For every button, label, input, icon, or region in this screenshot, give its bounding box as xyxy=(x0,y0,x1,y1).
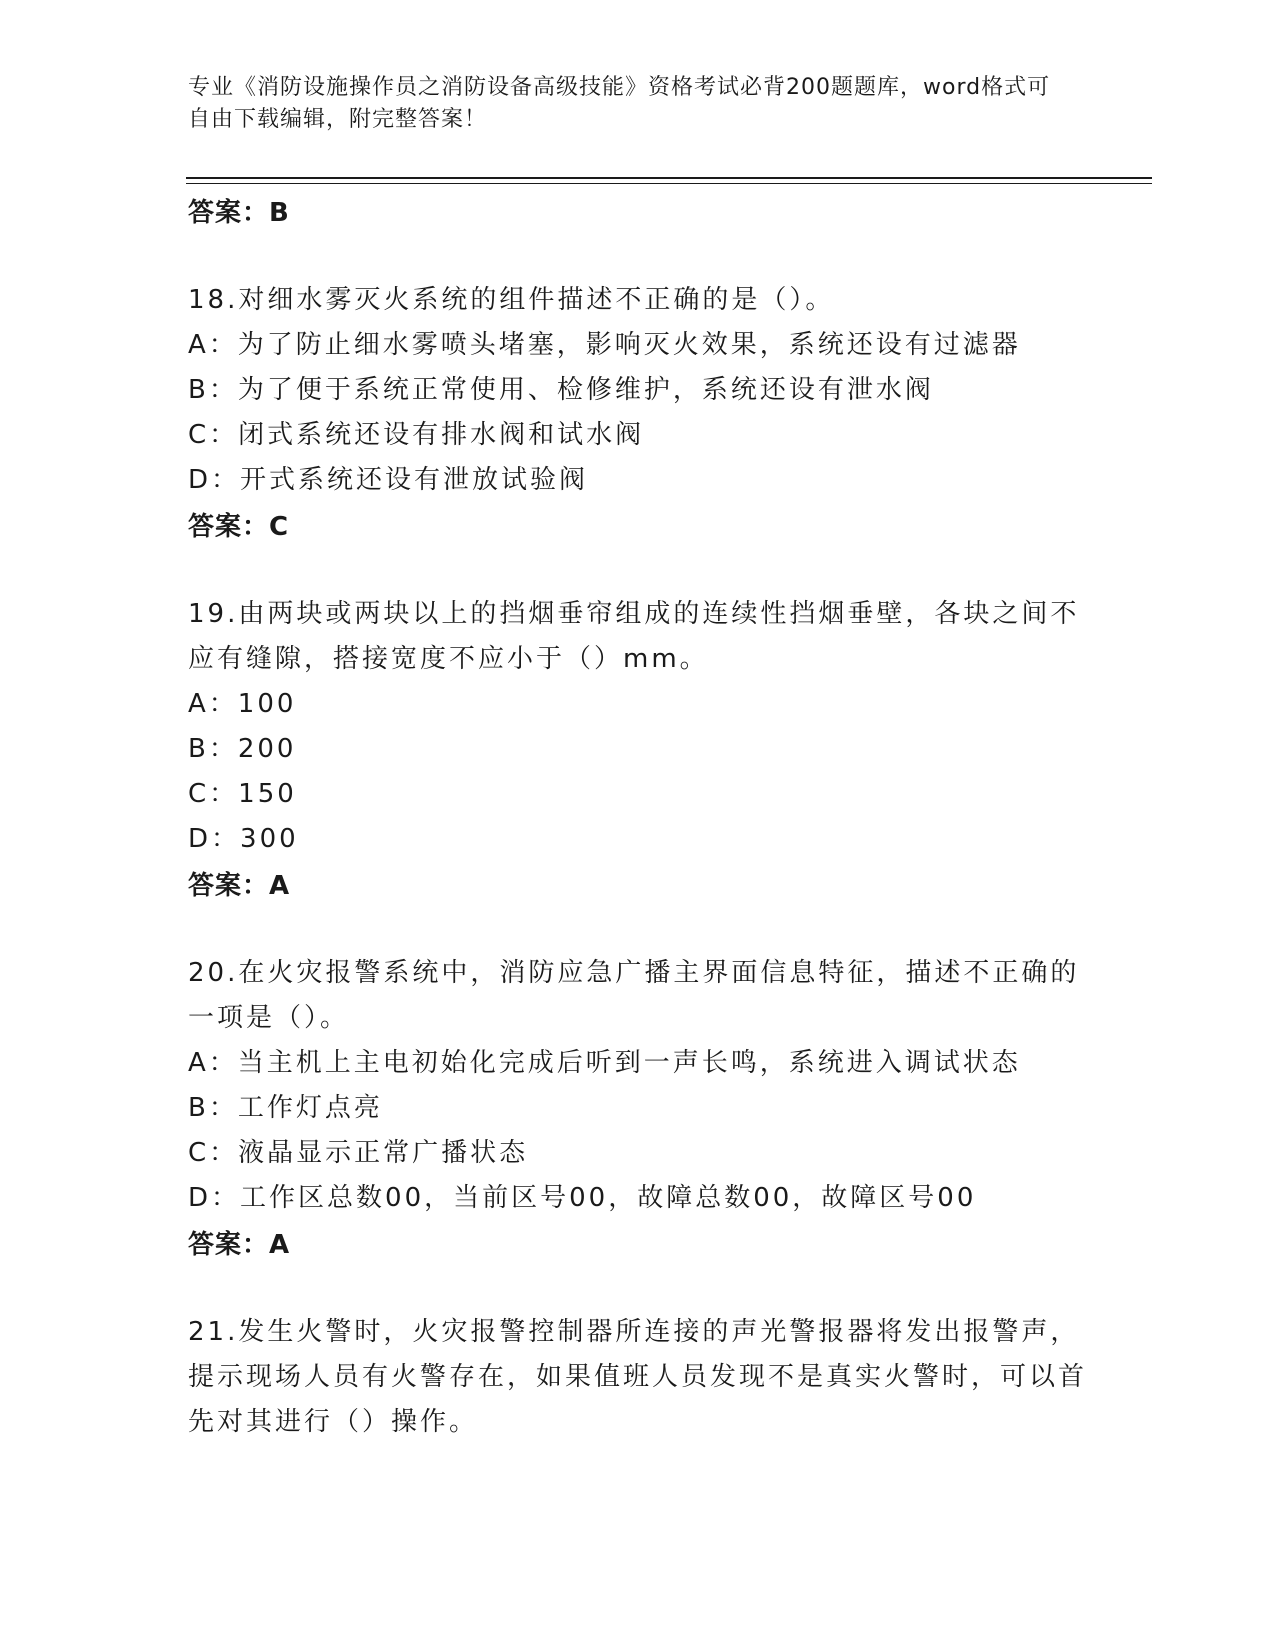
question-stem: 21.发生火警时，火灾报警控制器所连接的声光警报器将发出报警声，提示现场人员有火警存在，如果值班人员发现不是真实火警时，可以首先对其进行（）操作。 xyxy=(188,1317,1088,1437)
option-c: C：液晶显示正常广播状态 xyxy=(188,1138,529,1168)
question-stem: 20.在火灾报警系统中，消防应急广播主界面信息特征，描述不正确的一项是（）。 xyxy=(188,958,1080,1033)
question-19 xyxy=(188,592,1088,909)
option-b: B：200 xyxy=(188,734,297,764)
question-answer: 答案：C xyxy=(188,512,290,542)
question-answer: 答案：A xyxy=(188,1230,291,1260)
header-divider-thin xyxy=(186,183,1152,184)
option-c: C：闭式系统还设有排水阀和试水阀 xyxy=(188,420,645,450)
question-stem: 19.由两块或两块以上的挡烟垂帘组成的连续性挡烟垂壁，各块之间不应有缝隙，搭接宽度不应小于（）mm。 xyxy=(188,599,1080,674)
document-body xyxy=(188,186,1088,1445)
option-a: A：为了防止细水雾喷头堵塞，影响灭火效果，系统还设有过滤器 xyxy=(188,330,1021,360)
option-b: B：工作灯点亮 xyxy=(188,1093,383,1123)
question-stem: 18.对细水雾灭火系统的组件描述不正确的是（）。 xyxy=(188,285,835,315)
option-a: A：100 xyxy=(188,689,297,719)
option-a: A：当主机上主电初始化完成后听到一声长鸣，系统进入调试状态 xyxy=(188,1048,1021,1078)
previous-answer: 答案：B xyxy=(188,198,290,228)
question-answer: 答案：A xyxy=(188,871,291,901)
question-21 xyxy=(188,1310,1088,1445)
option-d: D：开式系统还设有泄放试验阀 xyxy=(188,465,589,495)
option-b: B：为了便于系统正常使用、检修维护，系统还设有泄水阀 xyxy=(188,375,934,405)
page-header: 专业《消防设施操作员之消防设备高级技能》资格考试必背200题题库，word格式可自由下载编辑，附完整答案！ xyxy=(188,75,1051,132)
question-18 xyxy=(188,278,1088,550)
header-divider-thick xyxy=(186,177,1152,179)
option-d: D：工作区总数00，当前区号00，故障总数00，故障区号00 xyxy=(188,1183,977,1213)
option-d: D：300 xyxy=(188,824,299,854)
option-c: C：150 xyxy=(188,779,297,809)
question-20 xyxy=(188,951,1088,1268)
